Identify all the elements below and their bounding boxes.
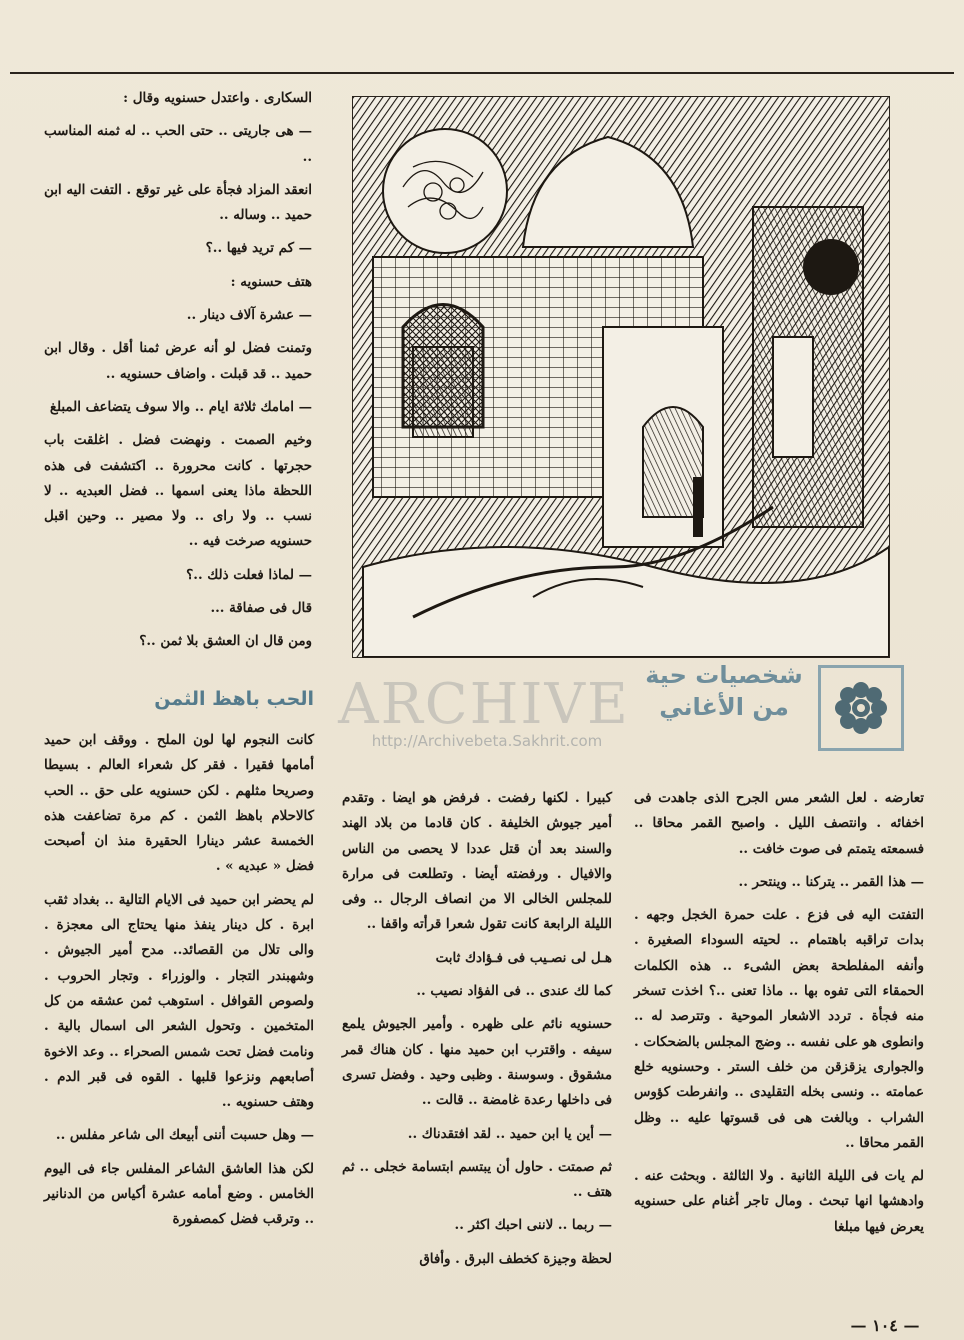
paragraph: التفتت اليه فى فزع . علت حمرة الخجل وجهه . بدات تراقبه باهتمام .. لحيته السوداء الصغيرة . وأنفه المفلطحة بعض الشىء .. هذه الكلمات الحمقاء التى تفوه بها .. ماذا تعنى ..؟ اخذت تسخر منه فجأة . تردد الاشعار الموحية . وتترصد له .. وانطوى هو على نفسه .. وضج المجلس بالضحكات . والجوارى يزقزقن من خلف الستر . وحسنويه خلع عمامته .. ونسى بخله التقليدى .. وانفرطت كؤوس الشراب . وبالغت هى فى قسوتها عليه .. وظل القمر محاقا .. bbox=[634, 907, 924, 1151]
page-number: — ١٠٤ — bbox=[850, 1316, 920, 1335]
section-title-block bbox=[640, 655, 904, 761]
paragraph: انعقد المزاد فجأة على غير توقع . التفت اليه ابن حميد .. وساله .. bbox=[44, 181, 312, 224]
archive-watermark: ARCHIVE bbox=[338, 672, 630, 737]
ink-illustration bbox=[352, 96, 890, 658]
paragraph: وتمنت فضل لو أنه عرض ثمنا أقل . وقال ابن حميد .. قد قبلت . واضاف حسنويه .. bbox=[44, 340, 312, 382]
paragraph: لحظة وجيزة كخطف البرق . وأفاق bbox=[419, 1250, 612, 1267]
paragraph: هتف حسنويه : bbox=[230, 273, 312, 290]
section-title: شخصيات حية من الأغاني bbox=[645, 661, 803, 721]
paragraph: قال فى صفاقة ... bbox=[210, 600, 312, 617]
paragraph: — كم تريد فيها ..؟ bbox=[205, 240, 312, 257]
paragraph: تعارضه . لعل الشعر مس الجرح الذى جاهدت فى اخفائه . وانتصف الليل . واصبح القمر محاقا .. فسمعته يتمتم فى صوت خافت .. bbox=[634, 790, 924, 857]
paragraph: — هى جاريتى .. حتى الحب .. له ثمنه المناسب .. bbox=[44, 123, 312, 165]
flower-emblem-icon bbox=[818, 665, 904, 751]
paragraph: كبيرا . لكنها رفضت . فرفض هو ايضا . وتقدم أمير جيوش الخليفة . كان قادما من بلاد الهند والسند بعد أن قتل عددا لا يحصى من الناس والافيال . ورفضته أيضا . وتطلعت فى مرارة للمجلس الخالى الا من انصاف الرجال .. وفى الليلة الرابعة كانت تقول شعرا قرأته واقفا .. bbox=[342, 790, 612, 933]
paragraph: لم يات فى الليلة الثانية . ولا الثالثة . وبحثت عنه . وادهشها انها تبحث . ومال تاجر أغنام على حسنويه يعرض فيها مبلغا bbox=[634, 1168, 924, 1235]
paragraph: لم يحضر ابن حميد فى الايام التالية .. بغداد ثقب ابرة . كل دينار ينفذ منها يحتاج الى معجزة . والى تلال من القصائد.. مدح أمير الجيوش . وشهبندر التجار . والوزراء . وتجار الحروب . ولصوص القوافل . استوهب ثمن عشقه من كل المتخمين . وتحول الشعر الى اسمال بالية . ونامت فضل تحت شمس الصحراء .. وعد الاخوة أصابعهم ونزعوا قلبها . القوه فى قبر الدم . وهتف حسنويه .. bbox=[44, 891, 314, 1111]
illustration-drawing bbox=[353, 97, 889, 657]
paragraph: — وهل حسبت أننى أبيعك الى شاعر مفلس .. bbox=[55, 1127, 314, 1144]
paragraph: حسنويه نائم على ظهره . وأمير الجيوش يلمع سيفه . واقترب ابن حميد منها . كان هناك قمر مشقوق . وسوسنة . وظبى وحيد . وفضل تسرى فى داخلها رعدة غامضة .. قالت .. bbox=[342, 1016, 612, 1109]
paragraph: — امامك ثلاثة ايام .. والا سوف يتضاعف المبلغ bbox=[49, 398, 312, 415]
column-top-left bbox=[44, 86, 312, 663]
verse-line: هـل لى نصـيب فى فـؤادك ثابت bbox=[435, 949, 612, 966]
paragraph: ومن قال ان العشق بلا ثمن ..؟ bbox=[139, 633, 312, 650]
paragraph: — ربما .. لاننى احبك اكثر .. bbox=[454, 1217, 612, 1234]
paragraph: لكن هذا العاشق الشاعر المفلس جاء فى اليوم الخامس . وضع أمامه عشرة أكياس من الدنانير .. وترقب فضل كمصفورة bbox=[44, 1160, 314, 1228]
paragraph: — عشرة آلاف دينار .. bbox=[186, 307, 312, 324]
column-left-bottom bbox=[44, 728, 314, 1241]
subheading: الحب باهظ الثمن bbox=[154, 688, 314, 710]
paragraph: وخيم الصمت . ونهضت فضل . اغلقت باب حجرتها . كانت محرورة .. اكتشفت فى هذه اللحظة ماذا يعنى اسمها .. فضل العبديه .. لا نسب .. ولا راى .. ولا مصير .. وحين اقبل حسنويه صرخت فيه .. bbox=[44, 432, 312, 550]
paragraph: — لماذا فعلت ذلك ..؟ bbox=[186, 566, 312, 583]
column-right-bottom bbox=[634, 786, 924, 1248]
paragraph: السكارى . واعتدل حسنويه وقال : bbox=[123, 90, 312, 106]
header-rule bbox=[10, 72, 954, 74]
archive-watermark-url: http://Archivebeta.Sakhrit.com bbox=[371, 732, 603, 750]
verse-line: كما لك عندى .. فى الفؤاد نصيب .. bbox=[416, 983, 612, 1000]
paragraph: — أين يا ابن حميد .. لقد افتقدناك .. bbox=[407, 1125, 612, 1142]
paragraph: — هذا القمر .. يتركنا .. وينتحر .. bbox=[738, 873, 924, 890]
paragraph: ثم صمتت . حاول أن يبتسم ابتسامة خجلى .. ثم هتف .. bbox=[342, 1158, 612, 1201]
column-middle-bottom bbox=[342, 786, 612, 1280]
paragraph: كانت النجوم لها لون الملح . ووقف ابن حميد أمامها فقيرا . فقر كل شعراء العالم . بسيطا وصريحا مثلهم . لكن حسنويه على حق .. الحب كالاحلام باهظ الثمن . كم مرة تضاعفت هذه الخمسة عشر دينارا الحقيرة منذ ان أصبحت فضل « عبديه » . bbox=[44, 732, 314, 875]
